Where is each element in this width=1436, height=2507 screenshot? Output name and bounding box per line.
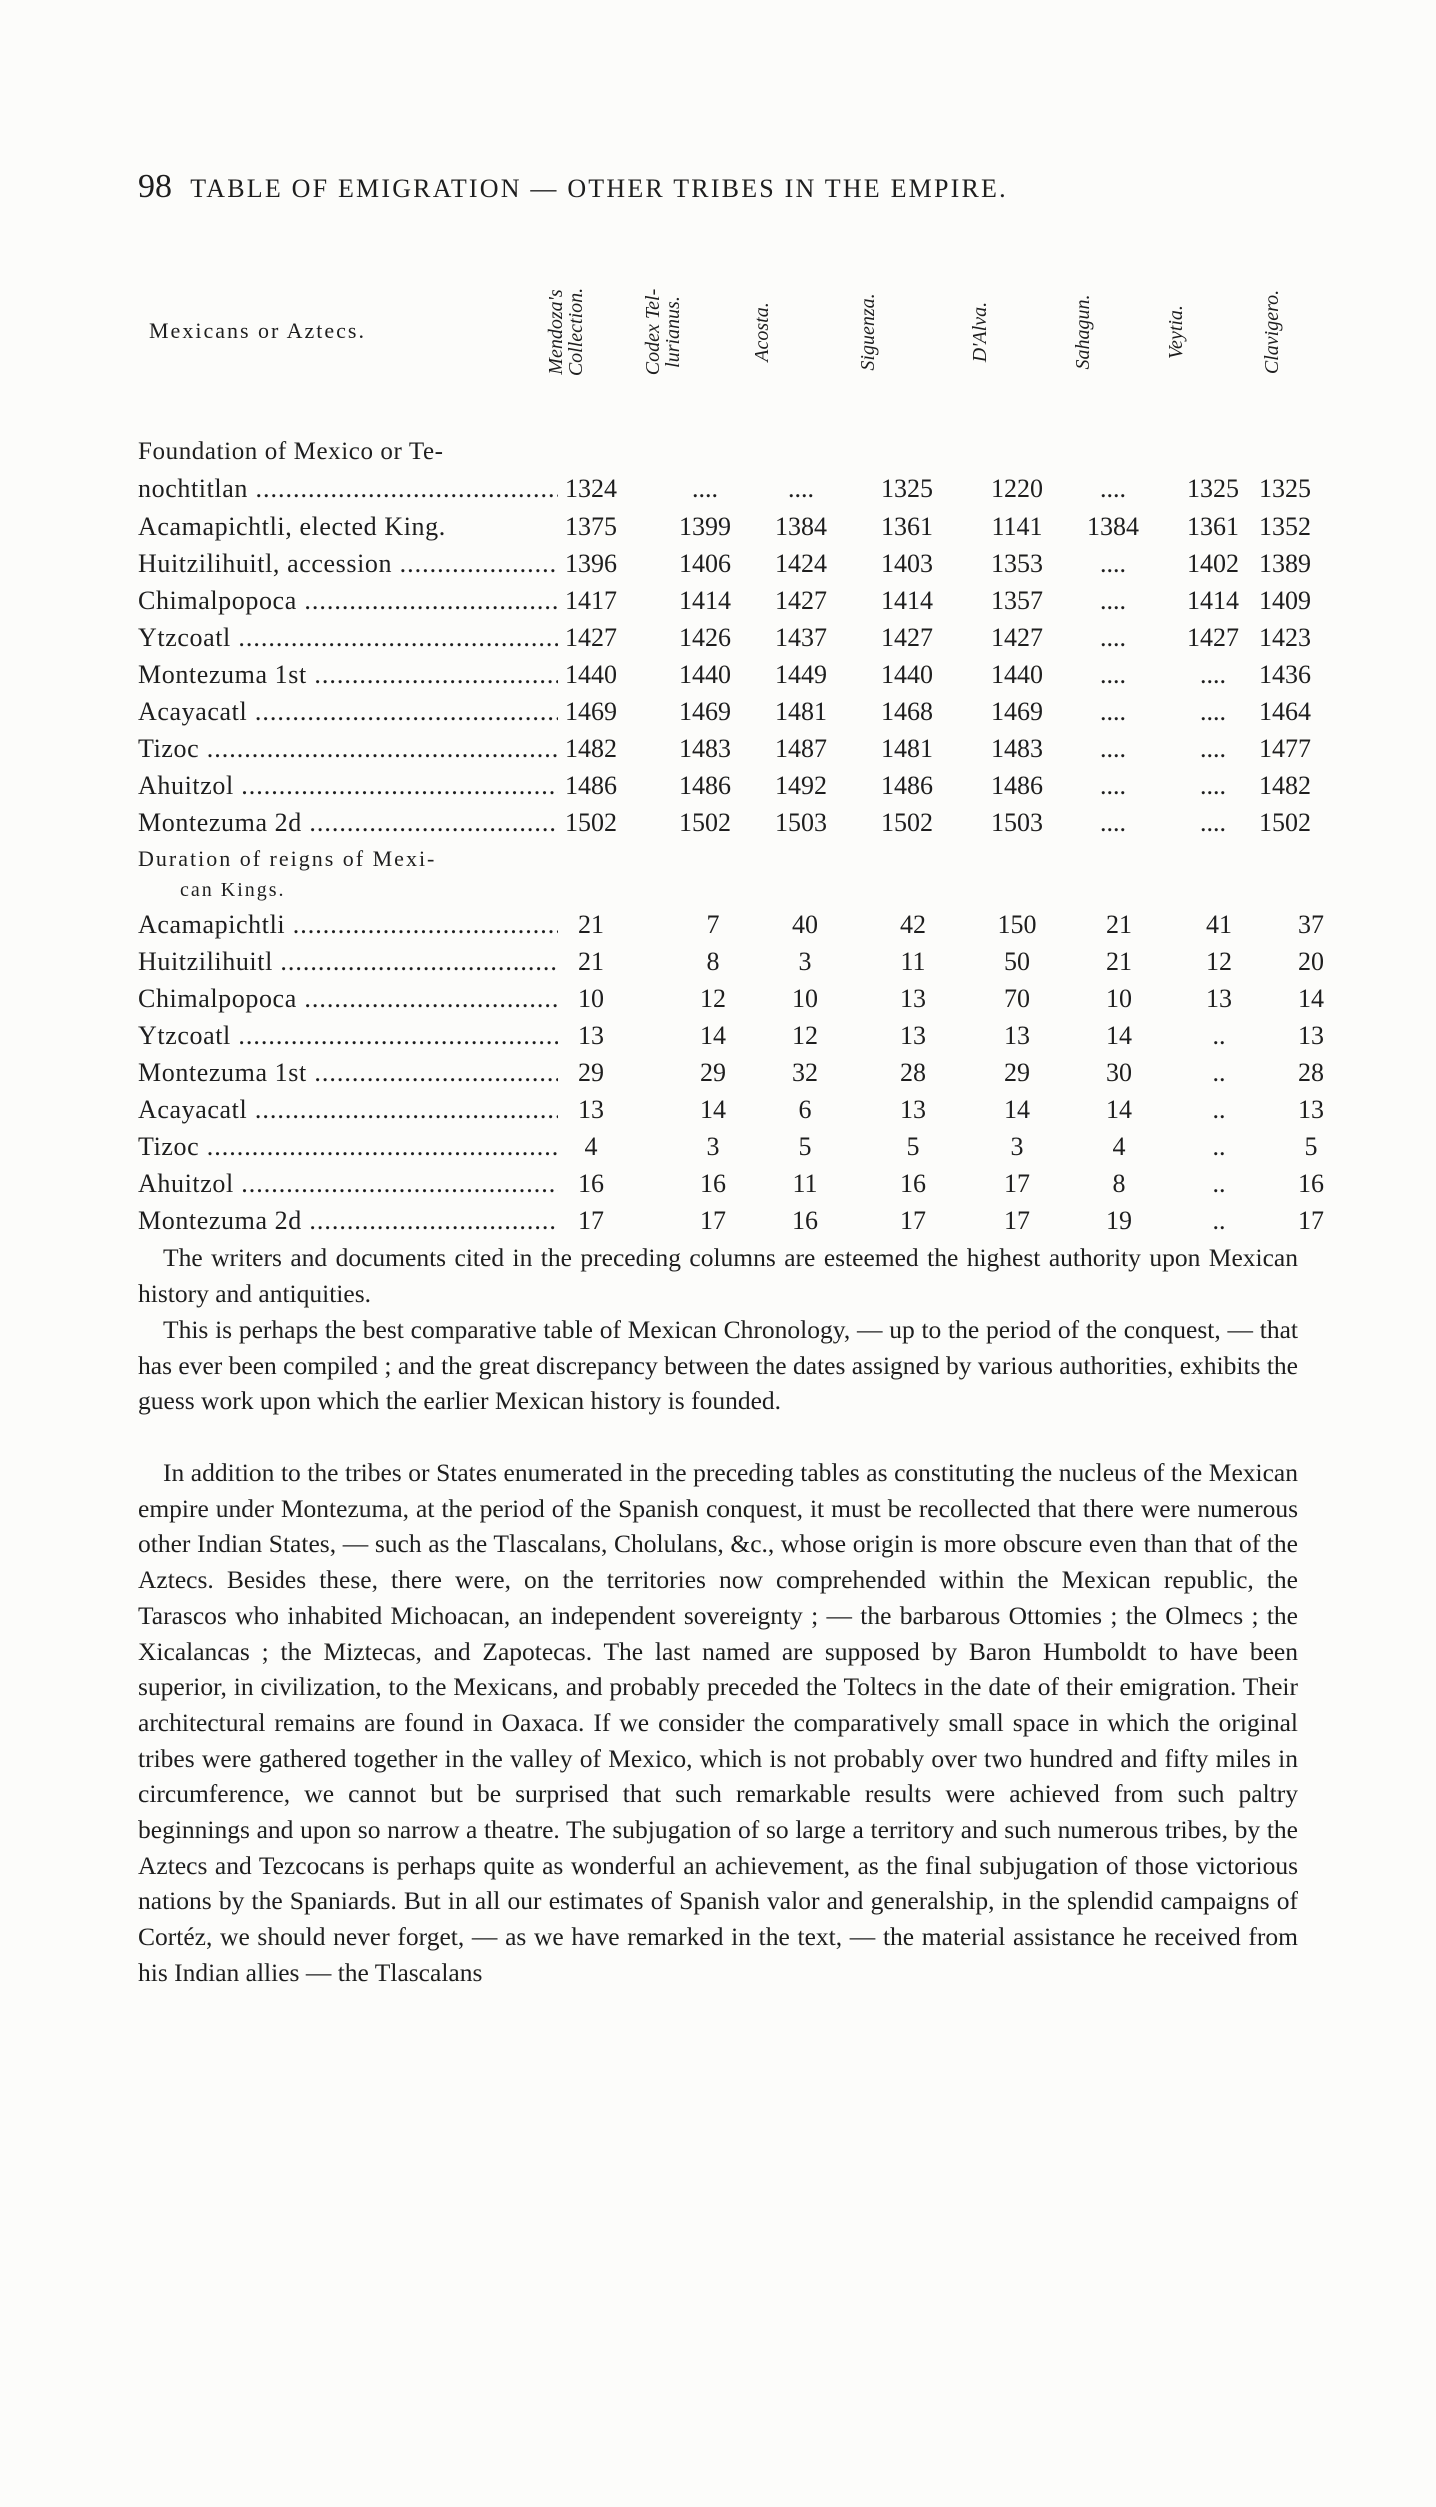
- table-row-accession: Acayacatl ..... 1469 1469 1481 1468 1469 .... .... 1464: [138, 697, 1328, 733]
- table-row-duration: Chimalpopoca ..... 10 12 10 13 70 10 13 14: [138, 984, 1328, 1020]
- row-label: Ytzcoatl .....: [138, 623, 558, 653]
- cell-dalva: 1220: [991, 474, 1043, 503]
- row-label: Montezuma 1st .....: [138, 1058, 558, 1088]
- row-label: Acayacatl .....: [138, 1095, 558, 1125]
- table-row-duration: Huitzilihuitl ..... 21 8 3 11 50 21 12 20: [138, 947, 1328, 983]
- column-header-clavigero: Clavigero.: [1261, 289, 1283, 375]
- row-label: Acayacatl .....: [138, 697, 558, 727]
- column-header-sahagun: Sahagun.: [1072, 294, 1094, 370]
- paragraph-authorities: The writers and documents cited in the preceding columns are esteemed the highest authority upon Mexican history and antiquities.: [138, 1243, 1298, 1308]
- duration-heading-line2: can Kings.: [180, 879, 286, 901]
- column-header-codex: Codex Tel- lurianus.: [642, 288, 684, 376]
- cell-acosta: ....: [788, 474, 814, 503]
- column-header-siguenza: Siguenza.: [857, 293, 879, 371]
- column-header-veytia: Veytia.: [1165, 305, 1187, 359]
- column-header-acosta: Acosta.: [751, 302, 773, 362]
- table-row-foundation: [138, 474, 1328, 510]
- table-row-duration: Acayacatl ..... 13 14 6 13 14 14 .. 13: [138, 1095, 1328, 1131]
- table-row-accession: Tizoc ..... 1482 1483 1487 1481 1483 .... .... 1477: [138, 734, 1328, 770]
- row-label: Acamapichtli, elected King.: [138, 512, 446, 541]
- table-row-duration: Ahuitzol ..... 16 16 11 16 17 8 .. 16: [138, 1169, 1328, 1205]
- cell-siguenza: 1325: [881, 474, 933, 503]
- cell-veytia: 1325: [1187, 474, 1239, 503]
- table-section-title: Mexicans or Aztecs.: [149, 318, 366, 343]
- duration-heading-line1: Duration of reigns of Mexi-: [138, 846, 437, 871]
- row-label: Montezuma 1st .....: [138, 660, 558, 690]
- column-header-mendoza: Mendoza's Collection.: [545, 287, 587, 377]
- table-row-duration: Tizoc ..... 4 3 5 5 3 4 .. 5: [138, 1132, 1328, 1168]
- cell-codex: ....: [692, 474, 718, 503]
- table-row-duration: Montezuma 2d ..... 17 17 16 17 17 19 .. 17: [138, 1206, 1328, 1242]
- row-label: Huitzilihuitl, accession .....: [138, 549, 558, 579]
- table-row-accession: Acamapichtli, elected King. 1375 1399 1384 1361 1141 1384 1361 1352: [138, 512, 1311, 541]
- row-label: Montezuma 2d .....: [138, 1206, 558, 1236]
- row-label: Tizoc .....: [138, 734, 558, 764]
- row-label: Ahuitzol .....: [138, 771, 558, 801]
- table-row-duration: Montezuma 1st ..... 29 29 32 28 29 30 .. 28: [138, 1058, 1328, 1094]
- cell-clavigero: 1325: [1259, 474, 1311, 503]
- row-label: Ytzcoatl .....: [138, 1021, 558, 1051]
- table-row-duration: Acamapichtli ..... 21 7 40 42 150 21 41 37: [138, 910, 1328, 946]
- table-row-accession: Ytzcoatl ..... 1427 1426 1437 1427 1427 .... 1427 1423: [138, 623, 1328, 659]
- table-row-accession: Montezuma 1st ..... 1440 1440 1449 1440 1440 .... .... 1436: [138, 660, 1328, 696]
- row-label: Ahuitzol .....: [138, 1169, 558, 1199]
- cell-mendoza: 1324: [565, 474, 617, 503]
- cell-sahagun: ....: [1100, 474, 1126, 503]
- row-label: Huitzilihuitl .....: [138, 947, 558, 977]
- table-row-accession: Ahuitzol ..... 1486 1486 1492 1486 1486 .... .... 1482: [138, 771, 1328, 807]
- row-label: Tizoc .....: [138, 1132, 558, 1162]
- row-label: nochtitlan .....: [138, 474, 558, 504]
- table-row-duration: Ytzcoatl ..... 13 14 12 13 13 14 .. 13: [138, 1021, 1328, 1057]
- running-title: TABLE OF EMIGRATION — OTHER TRIBES IN THE EMPIRE.: [190, 174, 1008, 203]
- running-header: [138, 168, 1298, 212]
- row-label: Montezuma 2d .....: [138, 808, 558, 838]
- table-row-accession: Huitzilihuitl, accession ..... 1396 1406 1424 1403 1353 .... 1402 1389: [138, 549, 1328, 585]
- table-row-accession: Chimalpopoca ..... 1417 1414 1427 1414 1357 .... 1414 1409: [138, 586, 1328, 622]
- row-label: Acamapichtli .....: [138, 910, 558, 940]
- row-label: Chimalpopoca .....: [138, 586, 558, 616]
- page-number: 98: [138, 168, 172, 205]
- paragraph-other-tribes: In addition to the tribes or States enumerated in the preceding tables as constituting the nucleus of the Mexican empire under Montezuma, at the period of the Spanish conquest, it must be recollected that there were numerous other Indian States, — such as the Tlascalans, Cholulans, &c., whose origin is more obscure even than that of the Aztecs. Besides these, there were, on the territories now comprehended within the Mexican republic, the Tarascos who inhabited Michoacan, an independent sovereignty ; — the barbarous Ottomies ; the Olmecs ; the Xicalancas ; the Miztecas, and Zapotecas. The last named are supposed by Baron Humboldt to have been superior, in civilization, to the Mexicans, and probably preceded the Toltecs in the date of their emigration. Their architectural remains are found in Oaxaca. If we consider the comparatively small space in which the original tribes were gathered together in the valley of Mexico, which is not probably over two hundred and fifty miles in circumference, we cannot but be surprised that such remarkable results were achieved from such paltry beginnings and upon so narrow a theatre. The subjugation of so large a territory and such numerous tribes, by the Aztecs and Tezcocans is perhaps quite as wonderful an achievement, as the final subjugation of those victorious nations by the Spaniards. But in all our estimates of Spanish valor and generalship, in the splendid campaigns of Cortéz, we should never forget, — as we have remarked in the text, — the material assistance he received from his Indian allies — the Tlascalans: [138, 1458, 1298, 1987]
- column-header-dalva: D'Alva.: [969, 301, 991, 363]
- table-row-accession: Montezuma 2d ..... 1502 1502 1503 1502 1503 .... .... 1502: [138, 808, 1328, 844]
- paragraph-chronology: This is perhaps the best comparative table of Mexican Chronology, — up to the period of the conquest, — that has ever been compiled ; and the great discrepancy between the dates assigned by various authorities, exhibits the guess work upon which the earlier Mexican history is founded.: [138, 1315, 1298, 1416]
- row-label: Chimalpopoca .....: [138, 984, 558, 1014]
- foundation-label-line1: Foundation of Mexico or Te-: [138, 438, 444, 465]
